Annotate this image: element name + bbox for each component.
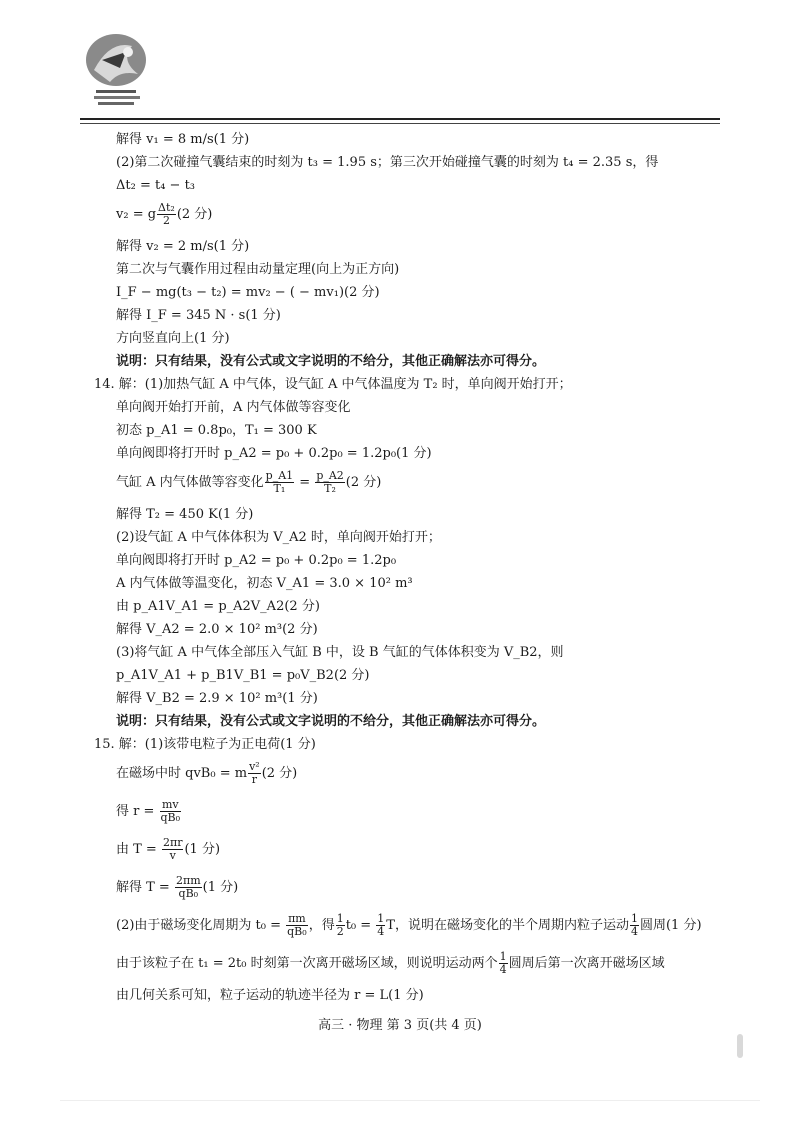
fraction xyxy=(162,837,184,862)
page-bottom-edge xyxy=(60,1100,760,1101)
fraction-denominator: 2 xyxy=(162,214,170,227)
formula-line xyxy=(94,832,734,870)
formula-line xyxy=(94,794,734,832)
fraction-numerator: 1 xyxy=(336,912,344,925)
school-emblem-icon xyxy=(80,30,152,114)
fraction xyxy=(160,799,182,824)
text-line: (3)将气缸 A 中气体全部压入气缸 B 中，设 B 气缸的气体体积变为 V_B2，则 xyxy=(116,645,564,660)
fraction xyxy=(157,202,176,227)
formula-text: (2 分) xyxy=(345,475,382,490)
fraction xyxy=(175,875,202,900)
text-line: 解得 V_B2 = 2.9 × 10² m³(1 分) xyxy=(116,691,318,706)
formula-text: v₂ = g xyxy=(116,207,157,222)
formula-text: T，说明在磁场变化的半个周期内粒子运动 xyxy=(386,918,629,933)
text-line: A 内气体做等温变化，初态 V_A1 = 3.0 × 10² m³ xyxy=(116,576,413,591)
note-line: 说明：只有结果，没有公式或文字说明的不给分，其他正确解法亦可得分。 xyxy=(116,714,546,729)
formula-text: ，得 xyxy=(308,918,335,933)
fraction xyxy=(499,951,508,976)
fraction xyxy=(336,913,345,938)
fraction-denominator: r xyxy=(251,773,257,786)
formula-line xyxy=(94,870,734,908)
fraction-numerator: mv xyxy=(160,799,182,812)
fraction-numerator: πm xyxy=(288,912,306,925)
text-line: 解得 T₂ = 450 K(1 分) xyxy=(116,507,254,522)
page-footer: 高三 · 物理 第 3 页(共 4 页) xyxy=(318,1018,482,1033)
fraction-numerator: 1 xyxy=(377,912,385,925)
formula-text: = xyxy=(295,475,315,490)
text-line: 解得 V_A2 = 2.0 × 10² m³(2 分) xyxy=(116,622,318,637)
formula-text: 气缸 A 内气体做等容变化 xyxy=(116,475,264,490)
fraction-numerator: 1 xyxy=(630,912,638,925)
header-rule xyxy=(80,118,720,120)
formula-text: 圆周(1 分) xyxy=(639,918,702,933)
answer-content xyxy=(94,128,734,1007)
fraction-numerator: p_A2 xyxy=(316,469,344,482)
fraction-denominator: 4 xyxy=(377,925,385,938)
formula-text: (2)由于磁场变化周期为 t₀ = xyxy=(116,918,286,933)
formula-line xyxy=(94,908,734,946)
fraction-denominator: 2 xyxy=(336,925,344,938)
text-line: (2)第二次碰撞气囊结束的时刻为 t₃ = 1.95 s；第三次开始碰撞气囊的时刻为 t₄ = 2.35 s，得 xyxy=(116,155,659,170)
text-line: 由 p_A1V_A1 = p_A2V_A2(2 分) xyxy=(116,599,320,614)
formula-text: (2 分) xyxy=(176,207,213,222)
text-line: p_A1V_A1 + p_B1V_B1 = p₀V_B2(2 分) xyxy=(116,668,370,683)
formula-line xyxy=(94,197,734,235)
formula-line xyxy=(94,465,734,503)
fraction-denominator: T₂ xyxy=(324,482,336,495)
text-line: (2)设气缸 A 中气体体积为 V_A2 时，单向阀开始打开； xyxy=(116,530,441,545)
formula-text: t₀ = xyxy=(345,918,376,933)
formula-text: 在磁场中时 qvB₀ = m xyxy=(116,766,248,781)
fraction-numerator: p_A1 xyxy=(265,469,294,482)
fraction-denominator: qB₀ xyxy=(287,925,307,938)
scrollbar-thumb[interactable] xyxy=(737,1034,743,1058)
text-line: 解得 v₁ = 8 m/s(1 分) xyxy=(116,132,250,147)
text-line: 方向竖直向上(1 分) xyxy=(116,331,230,346)
fraction-denominator: T₁ xyxy=(273,482,286,495)
text-line: 解得 I_F = 345 N · s(1 分) xyxy=(116,308,281,323)
fraction xyxy=(630,913,639,938)
fraction-numerator: v² xyxy=(249,760,260,773)
text-line: 第二次与气囊作用过程由动量定理(向上为正方向) xyxy=(116,262,400,277)
fraction xyxy=(315,470,344,495)
fraction xyxy=(265,470,294,495)
fraction-denominator: v xyxy=(169,849,176,862)
fraction xyxy=(286,913,308,938)
text-line: 单向阀即将打开时 p_A2 = p₀ + 0.2p₀ = 1.2p₀(1 分) xyxy=(116,446,432,461)
fraction-denominator: 4 xyxy=(499,963,507,976)
text-line: 单向阀即将打开时 p_A2 = p₀ + 0.2p₀ = 1.2p₀ xyxy=(116,553,397,568)
fraction xyxy=(248,761,261,786)
text-line: 由几何关系可知，粒子运动的轨迹半径为 r = L(1 分) xyxy=(116,988,424,1003)
question-heading: 15. 解：(1)该带电粒子为正电荷(1 分) xyxy=(94,737,316,752)
formula-text: 圆周后第一次离开磁场区域 xyxy=(508,956,665,971)
fraction-numerator: 2πm xyxy=(175,874,201,887)
formula-text: (2 分) xyxy=(261,766,298,781)
fraction-numerator: 1 xyxy=(499,950,507,963)
formula-line xyxy=(94,946,734,984)
header-rule-thin xyxy=(80,123,720,124)
fraction-denominator: qB₀ xyxy=(160,811,181,824)
fraction-numerator: Δt₂ xyxy=(158,201,175,214)
formula-text: 解得 T = xyxy=(116,880,174,895)
formula-text: 得 r = xyxy=(116,804,159,819)
fraction xyxy=(376,913,385,938)
note-line: 说明：只有结果，没有公式或文字说明的不给分，其他正确解法亦可得分。 xyxy=(116,354,546,369)
text-line: 初态 p_A1 = 0.8p₀，T₁ = 300 K xyxy=(116,423,317,438)
formula-text: (1 分) xyxy=(202,880,239,895)
question-heading: 14. 解：(1)加热气缸 A 中气体，设气缸 A 中气体温度为 T₂ 时，单向阀开始打开； xyxy=(94,377,572,392)
fraction-denominator: 4 xyxy=(630,925,638,938)
formula-line xyxy=(94,756,734,794)
text-line: 解得 v₂ = 2 m/s(1 分) xyxy=(116,239,250,254)
text-line: I_F − mg(t₃ − t₂) = mv₂ − ( − mv₁)(2 分) xyxy=(116,285,380,300)
formula-text: 由 T = xyxy=(116,842,161,857)
fraction-numerator: 2πr xyxy=(162,836,183,849)
text-line: Δt₂ = t₄ − t₃ xyxy=(116,178,196,193)
fraction-denominator: qB₀ xyxy=(178,887,199,900)
formula-text: 由于该粒子在 t₁ = 2t₀ 时刻第一次离开磁场区域，则说明运动两个 xyxy=(116,956,498,971)
formula-text: (1 分) xyxy=(184,842,221,857)
text-line: 单向阀开始打开前，A 内气体做等容变化 xyxy=(116,400,351,415)
